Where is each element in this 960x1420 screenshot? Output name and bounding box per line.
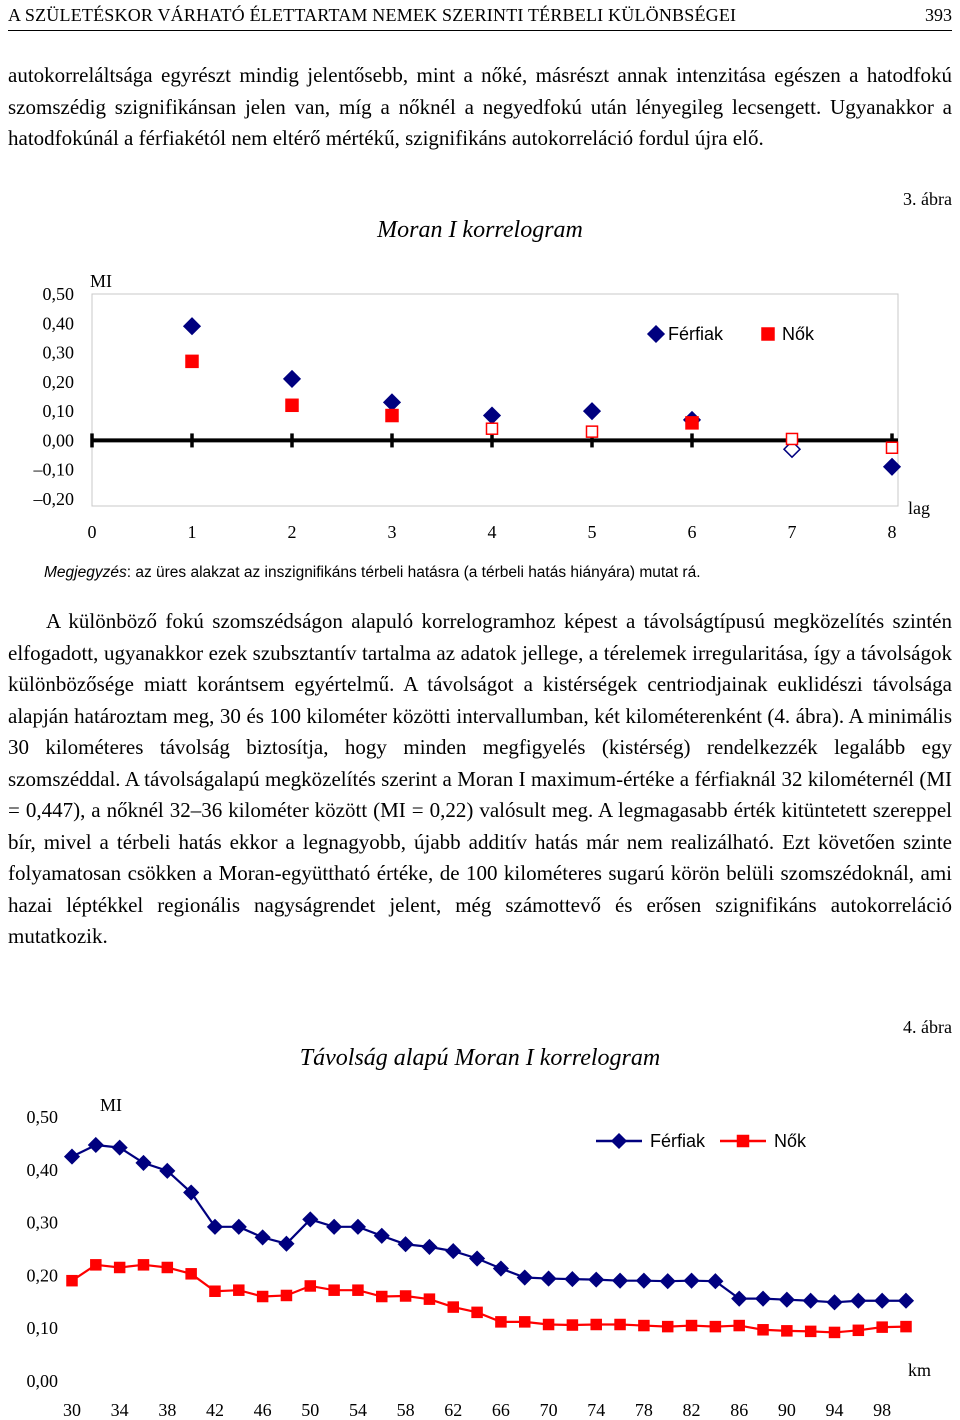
women-point	[782, 1326, 792, 1336]
figure-3-note	[44, 564, 701, 582]
men-point	[399, 1237, 413, 1251]
chart1-x-tick: 8	[887, 522, 897, 542]
women-point	[386, 410, 398, 422]
chart2-y-tick: 0,50	[26, 1107, 58, 1127]
women-point	[734, 1321, 744, 1331]
men-point	[584, 403, 600, 419]
chart1-x-tick: 3	[387, 522, 397, 542]
women-point	[162, 1262, 172, 1272]
men-point	[184, 318, 200, 334]
chart2-title: Távolság alapú Moran I korrelogram	[299, 1045, 661, 1071]
paragraph-2: A különböző fokú szomszédságon alapuló korrelogramhoz képest a távolságtípusú megközelítés szintén elfogadott, ugyanakkor ezek szubsztantív tartalma az adatok jellege, a térelemek irregularitása, így a távolságok különbözősége miatt korántsem egyértelmű. A távolságot a kistérségek centriodjainak euklidészi távolsága alapján határoztam meg, 30 és 100 kilométer közötti intervallumban, két kilométerenként (4. ábra). A minimális 30 kilométeres távolság biztosítja, hogy minden megfigyelés (kistérség) rendelkezzék legalább egy szomszéddal. A távolságalapú megközelítés szerint a Moran I maximum-értéke a férfiaknál 32 kilométernél (MI = 0,447), a nőknél 32–36 kilométer között (MI = 0,22) valósult meg. A legmagasabb érték kitüntetett szereppel bír, mivel a térbeli hatás ekkor a legnagyobb, újabb additív hatás már nem realizálható. Ezt követően szinte folyamatosan csökken a Moran-együttható értéke, de 100 kilométeres sugarú körön belüli szomszédoknál, ami hazai léptékkel regionális nagyságrendet jelent, még számottevő és erősen szignifikáns autokorreláció mutatkozik.	[8, 609, 952, 948]
men-point	[804, 1294, 818, 1308]
men-point	[113, 1141, 127, 1155]
men-point	[89, 1138, 103, 1152]
chart2-x-tick: 34	[110, 1400, 129, 1420]
chart1-y-tick: 0,40	[42, 313, 74, 334]
chart2-x-tick: 66	[491, 1400, 510, 1420]
chart1-x-tick: 1	[187, 522, 197, 542]
men-point	[780, 1293, 794, 1307]
distance-moran-correlogram-chart	[0, 1035, 960, 1420]
men-point	[208, 1220, 222, 1234]
chart2-x-tick: 94	[825, 1400, 844, 1420]
men-point	[851, 1294, 865, 1308]
women-point	[758, 1325, 768, 1335]
women-point	[186, 1269, 196, 1279]
chart1-x-label: lag	[908, 498, 930, 518]
women-point	[544, 1320, 554, 1330]
women-point	[138, 1260, 148, 1270]
chart2-x-label: km	[908, 1360, 932, 1380]
chart2-x-tick: 30	[63, 1400, 81, 1420]
legend-men-marker	[648, 326, 664, 342]
men-point	[685, 1274, 699, 1288]
legend-women-marker	[738, 1136, 749, 1147]
men-point	[756, 1292, 770, 1306]
chart2-x-tick: 74	[587, 1400, 606, 1420]
men-point	[637, 1274, 651, 1288]
men-point	[136, 1156, 150, 1170]
men-point	[256, 1230, 270, 1244]
chart2-x-tick: 98	[873, 1400, 892, 1420]
women-point	[830, 1327, 840, 1337]
chart1-plot-area	[92, 294, 898, 506]
men-point	[518, 1271, 532, 1285]
chart1-title: Moran I korrelogram	[377, 217, 583, 243]
women-point	[496, 1317, 506, 1327]
chart1-y-tick: 0,30	[42, 342, 74, 363]
chart2-x-tick: 62	[444, 1400, 463, 1420]
men-point	[542, 1272, 556, 1286]
chart1-y-tick: 0,00	[42, 430, 74, 451]
chart1-y-tick: –0,20	[33, 489, 74, 509]
chart2-x-tick: 50	[301, 1400, 320, 1420]
women-point	[186, 355, 198, 367]
chart2-y-label: MI	[100, 1095, 122, 1115]
chart2-x-tick: 46	[253, 1400, 272, 1420]
women-point	[663, 1322, 673, 1332]
women-point	[91, 1260, 101, 1270]
women-point	[591, 1320, 601, 1330]
chart2-y-tick: 0,10	[26, 1318, 58, 1339]
women-point	[806, 1326, 816, 1336]
legend-men-label: Férfiak	[668, 324, 724, 344]
women-point	[520, 1317, 530, 1327]
women-point	[687, 1321, 697, 1331]
chart2-x-tick: 42	[205, 1400, 224, 1420]
men-point	[232, 1220, 246, 1234]
women-point	[281, 1290, 291, 1300]
men-point	[422, 1240, 436, 1254]
chart2-x-tick: 82	[682, 1400, 701, 1420]
men-point	[589, 1273, 603, 1287]
men-point	[384, 394, 400, 410]
women-point	[686, 417, 698, 429]
men-point	[484, 408, 500, 424]
chart2-x-tick: 54	[348, 1400, 367, 1420]
men-point	[284, 371, 300, 387]
chart1-y-tick: 0,10	[42, 401, 74, 422]
women-point	[234, 1285, 244, 1295]
men-point	[875, 1294, 889, 1308]
chart2-x-tick: 90	[777, 1400, 796, 1420]
women-point	[877, 1322, 887, 1332]
chart2-x-tick: 58	[396, 1400, 415, 1420]
women-point	[587, 426, 598, 437]
chart1-x-tick: 0	[87, 522, 97, 542]
chart1-y-label: MI	[90, 271, 112, 291]
women-point	[887, 442, 898, 453]
women-point	[67, 1276, 77, 1286]
chart2-x-tick: 86	[730, 1400, 749, 1420]
men-point	[446, 1244, 460, 1258]
men-point	[351, 1220, 365, 1234]
women-point	[639, 1321, 649, 1331]
legend-men-label: Férfiak	[650, 1131, 706, 1151]
figure-3-label: 3. ábra	[903, 189, 952, 209]
women-point	[448, 1302, 458, 1312]
note-text: : az üres alakzat az inszignifikáns térbeli hatásra (a térbeli hatás hiányára) mutat rá.	[126, 564, 701, 581]
men-point	[613, 1274, 627, 1288]
women-point	[353, 1285, 363, 1295]
chart1-y-tick: 0,50	[42, 284, 74, 304]
note-label: Megjegyzés	[44, 564, 127, 581]
moran-correlogram-chart	[0, 210, 960, 560]
men-point	[899, 1294, 913, 1308]
men-point	[470, 1252, 484, 1266]
chart2-x-tick: 70	[539, 1400, 558, 1420]
women-point	[286, 399, 298, 411]
legend-men-marker	[612, 1134, 626, 1148]
men-point	[375, 1229, 389, 1243]
legend-women-label: Nők	[774, 1131, 807, 1151]
running-header	[8, 0, 952, 31]
paragraph-1: autokorreláltsága egyrészt mindig jelentősebb, mint a nőké, másrészt annak intenzitása egészen a hatodfokú szomszédig szignifikánsan jelen van, míg a nőknél a negyedfokú után lényegileg lecsengett. Ugyanakkor a hatodfokúnál a férfiakétól nem eltérő mértékű, szignifikáns autokorreláció fordul újra elő.	[8, 63, 952, 150]
women-point	[787, 433, 798, 444]
men-point	[661, 1274, 675, 1288]
women-point	[258, 1292, 268, 1302]
women-point	[853, 1325, 863, 1335]
men-point	[327, 1220, 341, 1234]
women-point	[115, 1262, 125, 1272]
chart2-y-tick: 0,20	[26, 1265, 58, 1286]
legend-women-marker	[762, 328, 774, 340]
women-point	[305, 1281, 315, 1291]
chart2-x-tick: 78	[634, 1400, 653, 1420]
chart2-y-tick: 0,30	[26, 1212, 58, 1233]
figure-4-label: 4. ábra	[903, 1017, 952, 1037]
chart1-y-tick: –0,10	[33, 459, 74, 480]
women-point	[487, 423, 498, 434]
chart1-x-tick: 6	[687, 522, 697, 542]
chart1-x-tick: 2	[287, 522, 297, 542]
women-point	[377, 1292, 387, 1302]
women-point	[567, 1320, 577, 1330]
men-point	[65, 1150, 79, 1164]
women-point	[424, 1294, 434, 1304]
women-point	[329, 1285, 339, 1295]
men-point	[828, 1295, 842, 1309]
women-point	[901, 1322, 911, 1332]
chart1-x-tick: 7	[787, 522, 797, 542]
chart2-x-tick: 38	[158, 1400, 177, 1420]
legend-women-label: Nők	[782, 324, 815, 344]
women-point	[710, 1322, 720, 1332]
chart1-x-tick: 4	[487, 522, 497, 542]
men-point	[565, 1272, 579, 1286]
chart1-y-tick: 0,20	[42, 371, 74, 392]
women-point	[210, 1286, 220, 1296]
chart1-x-tick: 5	[587, 522, 597, 542]
men-point	[494, 1262, 508, 1276]
running-title: A SZÜLETÉSKOR VÁRHATÓ ÉLETTARTAM NEMEK SZERINTI TÉRBELI KÜLÖNBSÉGEI	[8, 5, 737, 25]
women-point	[401, 1291, 411, 1301]
chart2-y-tick: 0,40	[26, 1159, 58, 1180]
women-point	[615, 1320, 625, 1330]
chart2-y-tick: 0,00	[26, 1371, 58, 1391]
women-point	[472, 1307, 482, 1317]
page-number: 393	[925, 5, 952, 25]
